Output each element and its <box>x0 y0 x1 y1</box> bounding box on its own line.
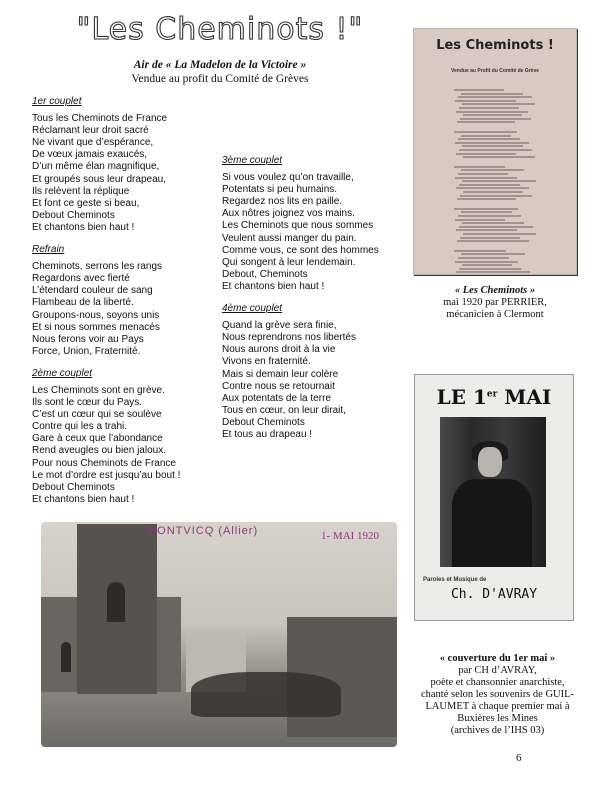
church-window <box>107 582 125 622</box>
poster-text-line <box>461 169 524 171</box>
lyric-line: Cheminots, serrons les rangs <box>32 261 163 273</box>
poster-text-line <box>459 107 519 109</box>
lyric-line: Nous reprendrons nos libertés <box>222 332 356 344</box>
postcard-stamp-place: MONTVICQ (Allier) <box>147 525 259 537</box>
poster2-title <box>415 385 573 409</box>
poster-text-line <box>457 240 529 242</box>
lyric-line: Contre nous se retournait <box>222 380 335 392</box>
poster-text-line <box>461 135 511 137</box>
caption-line: LAUMET à chaque premier mai à <box>425 701 570 712</box>
poster-text-line <box>462 264 512 266</box>
poster-text-line <box>462 145 523 147</box>
poster-text-line <box>454 250 506 252</box>
lyric-line: Vivons en fraternité. <box>222 356 311 368</box>
caption2-lines <box>405 665 590 737</box>
poster2-caption <box>405 653 590 737</box>
poster-text-line <box>454 208 518 210</box>
lyric-line: Et chantons bien haut ! <box>32 221 135 233</box>
poster-text-line <box>462 222 524 224</box>
lyric-line: Rend aveugles ou bien jaloux. <box>32 445 166 457</box>
lyric-line: C’est un cœur qui se soulève <box>32 409 162 421</box>
poster-text-line <box>457 121 515 123</box>
lyric-line: L’étendard couleur de sang <box>32 285 153 297</box>
lyric-line: Debout Cheminots <box>222 416 305 428</box>
poster-text-line <box>463 114 522 116</box>
lyric-line: Les Cheminots sont en grève. <box>32 384 165 396</box>
lyric-line: Aux potentats de la terre <box>222 392 331 404</box>
poster-text-line <box>461 211 512 213</box>
poster-text-line <box>459 184 520 186</box>
lyric-line: Debout Cheminots <box>32 481 115 493</box>
lyric-line: Et font ce geste si beau, <box>32 197 140 209</box>
poster-text-line <box>459 226 533 228</box>
lyric-line: Nous aurons droit à la vie <box>222 344 336 356</box>
lyric-line: Tous en cœur, on leur dirait, <box>222 404 346 416</box>
lyric-line: Mais si demain leur colère <box>222 368 339 380</box>
caption-line: par CH d’AVRAY, <box>458 665 537 676</box>
lyric-line: Veulent aussi manger du pain. <box>222 232 357 244</box>
poster-text-line <box>458 215 521 217</box>
page-number: 6 <box>516 752 522 764</box>
poster-text-line <box>460 118 531 120</box>
poster-text-line <box>459 149 532 151</box>
portrait-body <box>452 479 532 567</box>
poster-text-line <box>456 271 530 273</box>
lyric-line: Si vous voulez qu’on travaille, <box>222 172 354 184</box>
lyric-line: Regardez nos lits en paille. <box>222 196 343 208</box>
poster-text-line <box>462 180 536 182</box>
poster-text-line <box>463 191 523 193</box>
lyrics-column-middle <box>222 155 407 441</box>
poster2-title-sup: er <box>486 389 498 400</box>
church-window <box>61 642 71 672</box>
poster-text-line <box>455 261 518 263</box>
verse-heading: 1er couplet <box>32 96 82 107</box>
lyric-line: Le mot d’ordre est jusqu’au bout ! <box>32 469 181 481</box>
poster-text-line <box>463 156 535 158</box>
lyric-line: Nous ferons voir au Pays <box>32 333 144 345</box>
poster-text-line <box>454 166 505 168</box>
lyric-line: Aux nôtres joignez vos mains. <box>222 208 355 220</box>
lyric-line: Force, Union, Fraternité. <box>32 345 141 357</box>
poster2-author: Ch. D'AVRAY <box>450 587 538 602</box>
poster1-title: Les Cheminots ! <box>436 38 554 53</box>
lyric-line: Flambeau de la liberté. <box>32 297 134 309</box>
lyric-line: Groupons-nous, soyons unis <box>32 309 160 321</box>
lyric-line: Qui songent à leur lendemain. <box>222 256 356 268</box>
lyric-line: Regardons avec fierté <box>32 273 130 285</box>
portrait-photo <box>440 417 546 567</box>
caption1-title: « Les Cheminots » <box>454 285 536 296</box>
poster1-caption <box>415 285 575 321</box>
poster-text-line <box>460 237 520 239</box>
lyric-line: De vœux jamais exaucés, <box>32 149 148 161</box>
poster-text-line <box>455 100 516 102</box>
lyric-line: Et chantons bien haut ! <box>222 280 325 292</box>
lyric-line: Et chantons bien haut ! <box>32 493 135 505</box>
poster-text-line <box>463 233 536 235</box>
lyric-line: Ils sont le cœur du Pays. <box>32 397 143 409</box>
poster-text-line <box>456 229 517 231</box>
poster-text-line <box>458 173 508 175</box>
poster-text-line <box>460 195 532 197</box>
poster2-title-end: MAI <box>497 385 552 409</box>
caption1-line: mai 1920 par PERRIER, <box>443 297 547 308</box>
portrait-face <box>478 447 502 477</box>
caption-line: (archives de l’IHS 03) <box>450 725 545 736</box>
poster-text-line <box>459 268 521 270</box>
montvicq-postcard-image <box>41 522 397 747</box>
lyric-line: Et si nous sommes menacés <box>32 321 160 333</box>
lyrics-column-left <box>32 96 212 506</box>
verse-couplet4 <box>222 320 407 441</box>
page-title: "Les Cheminots !" <box>76 12 364 47</box>
verse-couplet2 <box>32 385 212 506</box>
verse-heading: Refrain <box>32 244 65 256</box>
cheminots-poster-image <box>413 28 577 275</box>
lyric-line: Réclamant leur droit sacré <box>32 125 149 137</box>
poster-text-line <box>458 96 532 98</box>
poster-text-line <box>456 153 516 155</box>
lyric-line: Ne vivant que d’espérance, <box>32 137 154 149</box>
poster-text-line <box>458 257 509 259</box>
poster-text-line <box>455 142 529 144</box>
poster-text-line <box>461 253 525 255</box>
caption-line: chanté selon les souvenirs de GUIL- <box>420 689 575 700</box>
poster-text-line <box>461 93 523 95</box>
poster-text-line <box>457 198 516 200</box>
lyric-line: Contre qui les a trahi. <box>32 421 128 433</box>
lyric-line: Ils relèvent la réplique <box>32 185 130 197</box>
poster-text-line <box>462 103 535 105</box>
lyric-line: Gare à ceux que l’abondance <box>32 433 163 445</box>
poster-text-line <box>458 138 520 140</box>
poster-text-line <box>455 219 505 221</box>
verse-couplet1 <box>32 113 212 234</box>
caption-line: Buxières les Mines <box>457 713 538 724</box>
poster2-label: Paroles et Musique de <box>423 577 487 583</box>
verse-heading: 4ème couplet <box>222 303 283 315</box>
postcard-stamp-date: 1- MAI 1920 <box>321 530 380 542</box>
vendue-line: Vendue au profit du Comité de Grèves <box>131 73 309 85</box>
lyric-line: Tous les Cheminots de France <box>32 113 168 125</box>
lyric-line: Et groupés sous leur drapeau, <box>32 173 166 185</box>
lyric-line: Comme vous, ce sont des hommes <box>222 244 379 256</box>
verse-heading: 3ème couplet <box>222 155 283 166</box>
poster2-title-main: LE 1 <box>436 385 487 409</box>
poster-text-line <box>455 177 517 179</box>
poster-text-line <box>456 187 529 189</box>
song-subtitle <box>100 58 340 86</box>
verse-couplet3 <box>222 172 407 293</box>
poster1-subtitle: Vendue au Profit du Comité de Grève <box>450 68 540 74</box>
caption2-title: « couverture du 1er mai » <box>439 653 556 664</box>
lyric-line: Les Cheminots que nous sommes <box>222 220 374 232</box>
poster-text-line <box>454 131 517 133</box>
lyric-line: D’un même élan magnifique, <box>32 161 160 173</box>
lyric-line: Et tous au drapeau ! <box>222 428 313 440</box>
premier-mai-cover-image <box>414 374 574 621</box>
caption1-line: mécanicien à Clermont <box>446 309 544 320</box>
lyric-line: Potentats si peu humains. <box>222 184 338 196</box>
caption-line: poète et chansonnier anarchiste, <box>430 677 565 688</box>
air-line: Air de « La Madelon de la Victoire » <box>133 59 307 71</box>
verse-heading: 2ème couplet <box>32 367 93 379</box>
crowd <box>191 672 341 717</box>
lyric-line: Pour nous Cheminots de France <box>32 457 176 469</box>
poster-text-line <box>454 89 504 91</box>
verse-refrain <box>32 261 212 358</box>
lyric-line: Debout Cheminots <box>32 209 115 221</box>
poster-text-line <box>456 111 528 113</box>
lyric-line: Quand la grève sera finie, <box>222 320 337 332</box>
lyric-line: Debout, Cheminots <box>222 268 308 280</box>
